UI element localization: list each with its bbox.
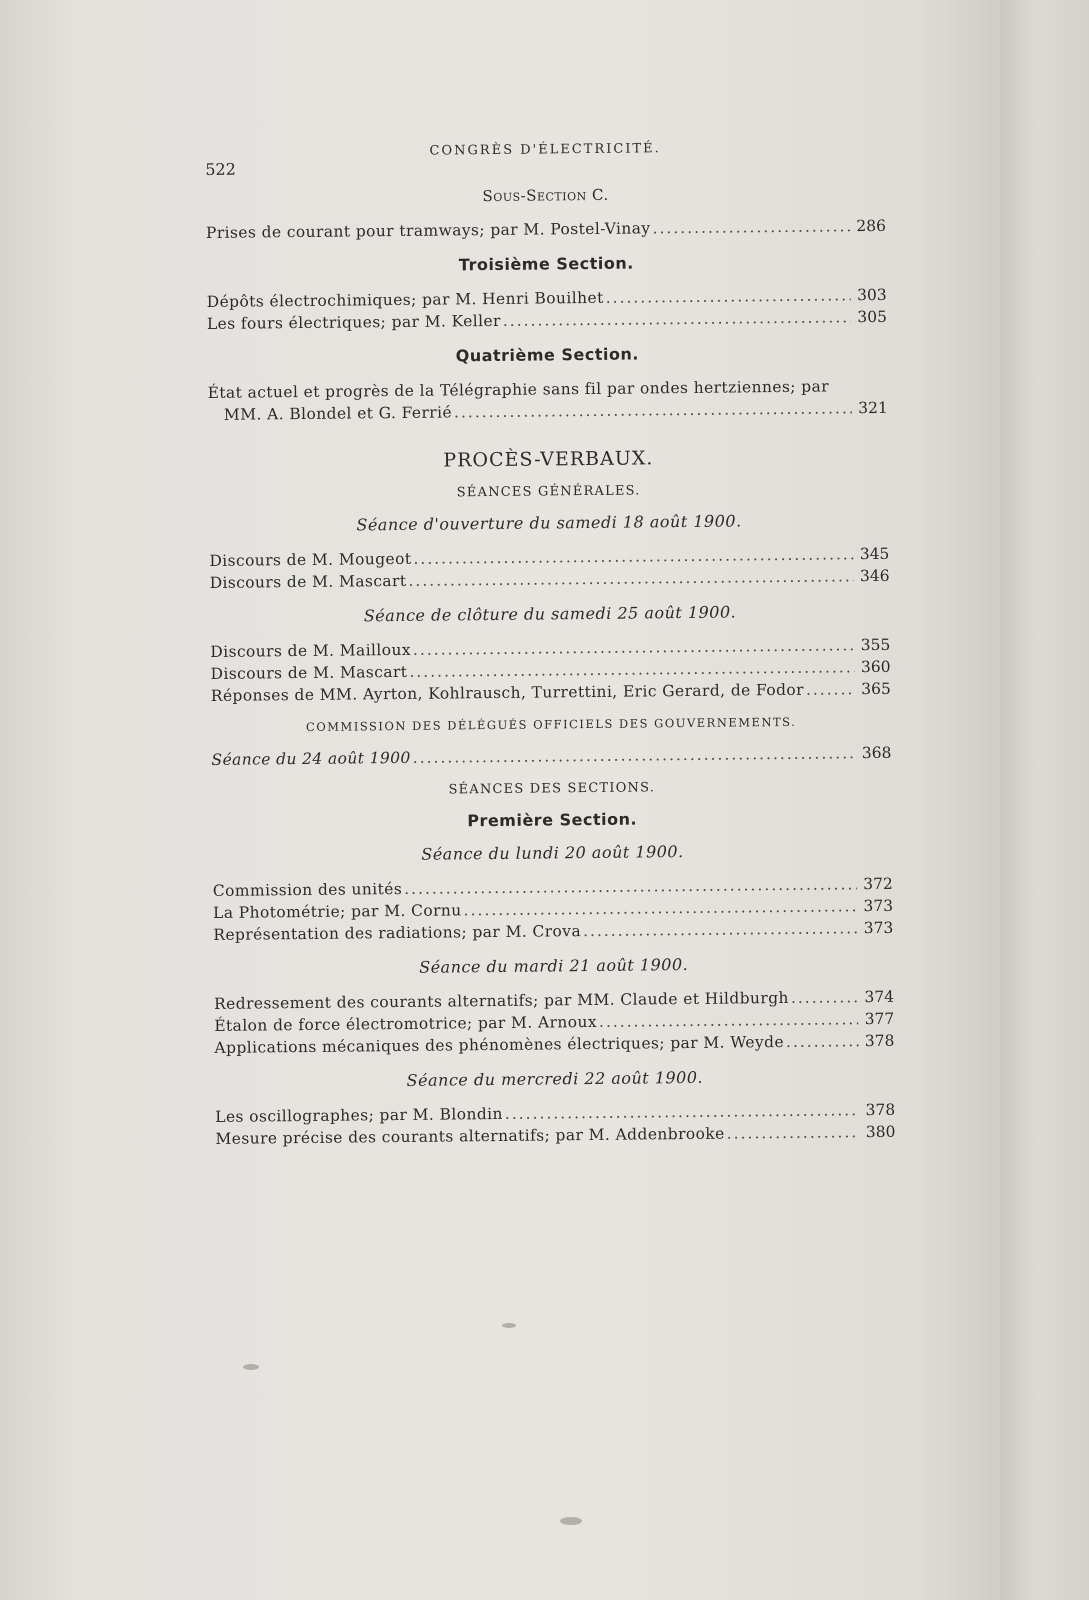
toc-group	[211, 742, 891, 771]
entry-page: 286	[856, 216, 887, 236]
leader-dots	[583, 917, 857, 942]
leader-dots	[806, 678, 855, 701]
entry-page: 346	[859, 566, 890, 586]
entry-page: 374	[864, 987, 895, 1007]
subchapter-heading: SÉANCES DES SECTIONS.	[448, 780, 656, 798]
toc-group	[209, 543, 889, 594]
toc-entry	[211, 742, 891, 771]
session-heading: Séance de clôture du samedi 25 août 1900.	[363, 602, 737, 626]
session-heading: Séance du mercredi 22 août 1900.	[406, 1067, 704, 1090]
entry-page: 365	[861, 679, 891, 699]
leader-dots	[408, 565, 853, 592]
toc-group	[215, 1099, 895, 1150]
entry-title: Étalon de force électromotrice; par M. Arnoux	[214, 1012, 598, 1035]
session-heading: Séance du mardi 21 août 1900.	[419, 954, 689, 977]
leader-dots	[791, 986, 858, 1009]
toc-group	[207, 284, 887, 335]
leader-dots	[727, 1121, 860, 1144]
entry-title: Mesure précise des courants alternatifs; par M. Addenbrooke	[215, 1124, 725, 1148]
ink-stain	[243, 1364, 259, 1370]
subchapter-heading: SÉANCES GÉNÉRALES.	[456, 483, 641, 501]
section-heading: Troisième Section.	[458, 253, 634, 275]
entry-page: 378	[864, 1031, 895, 1051]
entry-page: 373	[863, 896, 894, 916]
leader-dots	[786, 1030, 859, 1053]
chapter-heading: PROCÈS-VERBAUX.	[443, 447, 654, 472]
leader-dots	[606, 284, 851, 309]
leader-dots	[413, 742, 856, 769]
entry-title: La Photométrie; par M. Cornu	[213, 901, 462, 922]
entry-title: Redressement des courants alternatifs; par MM. Claude et Hildburgh	[213, 988, 789, 1013]
entry-title: Dépôts électrochimiques; par M. Henri Bouilhet	[206, 288, 604, 311]
toc-group	[210, 634, 891, 707]
entry-title: Discours de M. Mascart	[209, 571, 407, 592]
entry-page: 380	[865, 1122, 896, 1142]
entry-title: Commission des unités	[212, 879, 403, 900]
section-heading: Sous-Section C.	[482, 185, 609, 206]
entry-title: Discours de M. Mascart	[210, 662, 408, 683]
entry-page: 368	[861, 743, 892, 763]
leader-dots	[599, 1008, 858, 1033]
leader-dots	[454, 397, 852, 423]
session-heading: Séance du lundi 20 août 1900.	[421, 842, 684, 864]
toc-group	[214, 986, 895, 1059]
entry-title: Applications mécaniques des phénomènes électriques; par M. Weyde	[214, 1032, 785, 1057]
entry-page: 355	[860, 635, 891, 655]
toc-entry	[206, 215, 886, 244]
section-heading: Première Section.	[467, 809, 638, 831]
entry-title: Séance du 24 août 1900	[211, 748, 411, 769]
entry-page: 377	[864, 1009, 895, 1029]
leader-dots	[652, 215, 850, 239]
toc-group	[208, 375, 888, 426]
entry-title-line: État actuel et progrès de la Télégraphie sans fil par ondes hertziennes; par	[207, 377, 830, 402]
toc-group	[213, 873, 894, 946]
running-head: CONGRÈS D'ÉLECTRICITÉ.	[429, 141, 661, 159]
entry-title: Discours de M. Mougeot	[209, 549, 412, 570]
entry-title: Les fours électriques; par M. Keller	[206, 311, 501, 333]
session-heading: Séance d'ouverture du samedi 18 août 1900.	[356, 511, 742, 535]
entry-page: 372	[863, 874, 893, 894]
entry-page: 345	[859, 544, 890, 564]
entry-page: 378	[865, 1100, 896, 1120]
entry-title: MM. A. Blondel et G. Ferrié	[223, 403, 453, 424]
entry-title: Discours de M. Mailloux	[210, 640, 412, 661]
table-of-contents	[205, 133, 896, 1156]
ink-stain	[502, 1323, 516, 1328]
section-heading: Quatrième Section.	[455, 344, 639, 366]
entry-page: 321	[858, 398, 888, 418]
entry-title: Prises de courant pour tramways; par M. Postel-Vinay	[205, 219, 651, 242]
entry-title: Les oscillographes; par M. Blondin	[215, 1104, 503, 1126]
toc-group	[206, 215, 886, 244]
entry-page: 373	[863, 918, 894, 938]
page-gutter	[1000, 0, 1089, 1600]
leader-dots	[503, 306, 851, 332]
entry-title: Réponses de MM. Ayrton, Kohlrausch, Turrettini, Eric Gerard, de Fodor	[210, 680, 804, 705]
page-header	[205, 133, 885, 179]
subchapter-heading: COMMISSION DES DÉLÉGUÉS OFFICIELS DES GOUVERNEMENTS.	[305, 714, 797, 734]
ink-stain	[560, 1517, 582, 1525]
entry-page: 305	[857, 307, 887, 327]
page-number: 522	[205, 159, 236, 179]
entry-title: Représentation des radiations; par M. Crova	[213, 922, 582, 944]
entry-page: 360	[860, 657, 891, 677]
entry-page: 303	[856, 285, 887, 305]
